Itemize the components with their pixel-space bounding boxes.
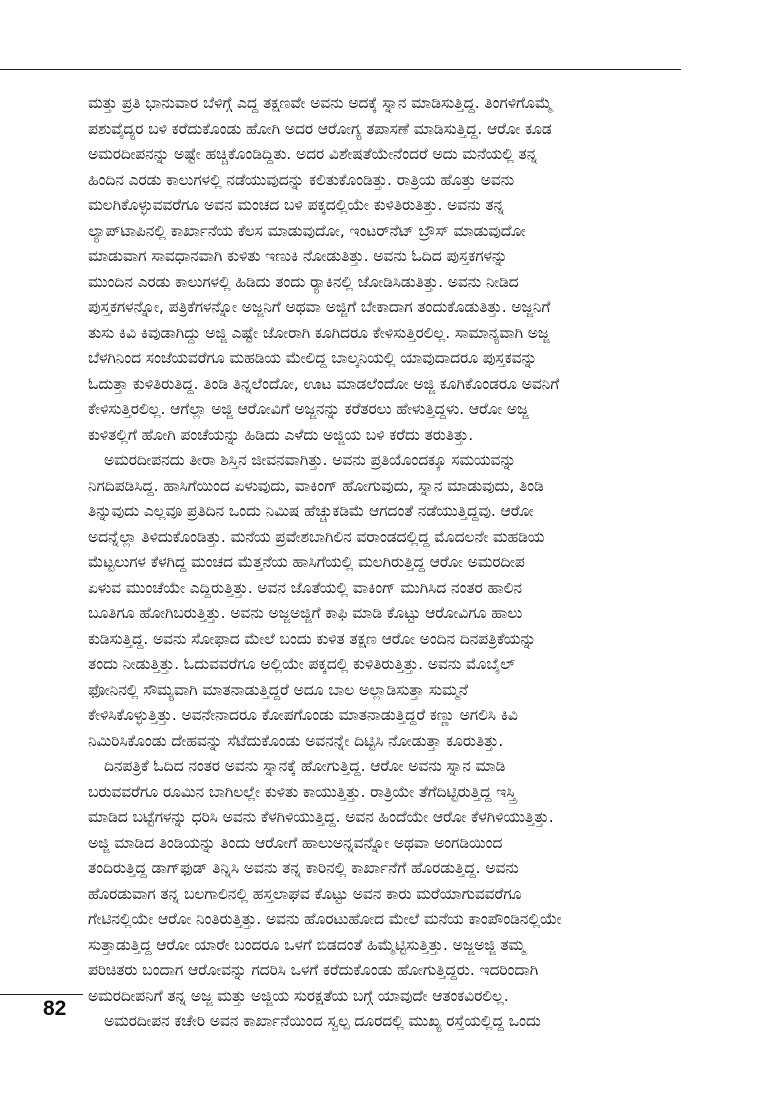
text-line: ಮತ್ತು ಪ್ರತಿ ಭಾನುವಾರ ಬೆಳಿಗ್ಗೆ ಎದ್ದ ತಕ್ಷಣವೇ ಅವನು ಅದಕ್ಕೆ ಸ್ನಾನ ಮಾಡಿಸುತ್ತಿದ್ದ. ತಿಂಗಳಿಗೊಮ್ಮೆ [88, 94, 553, 112]
text-line: ತಿನ್ನುವುದು ಎಲ್ಲವೂ ಪ್ರತಿದಿನ ಒಂದು ನಿಮಿಷ ಹೆಚ್ಚುಕಡಿಮೆ ಆಗದಂತೆ ನಡೆಯುತ್ತಿದ್ದವು. ಆರೋ [88, 502, 534, 520]
text-line: ಬೂತಿಗೂ ಹೋಗಿಬರುತ್ತಿತ್ತು. ಅವನು ಅಜ್ಜಅಜ್ಜಿಗೆ ಕಾಫಿ ಮಾಡಿ ಕೊಟ್ಟು ಆರೋವಿಗೂ ಹಾಲು [88, 604, 523, 622]
paragraph-start-line: ಅಮರದೀಪನದು ತೀರಾ ಶಿಸ್ತಿನ ಜೀವನವಾಗಿತ್ತು. ಅವನು ಪ್ರತಿಯೊಂದಕ್ಕೂ ಸಮಯವನ್ನು [104, 451, 516, 469]
text-line: ತಂದು ನೀಡುತ್ತಿತ್ತು. ಓದುವವರೆಗೂ ಅಲ್ಲಿಯೇ ಪಕ್ಕದಲ್ಲಿ ಕುಳಿತಿರುತ್ತಿತ್ತು. ಅವನು ಮೊಬೈಲ್ [88, 655, 516, 673]
text-line: ಬೆಳಗಿನಿಂದ ಸಂಜೆಯವರೆಗೂ ಮಹಡಿಯ ಮೇಲಿದ್ದ ಬಾಲ್ಕನಿಯಲ್ಲಿ ಯಾವುದಾದರೂ ಪುಸ್ತಕವನ್ನು [88, 349, 538, 367]
paragraph-start-line: ಅಮರದೀಪನ ಕಚೇರಿ ಅವನ ಕಾರ್ಖಾನೆಯಿಂದ ಸ್ವಲ್ಪ ದೂರದಲ್ಲಿ ಮುಖ್ಯ ರಸ್ತೆಯಲ್ಲಿದ್ದ ಒಂದು [104, 1012, 541, 1030]
text-line: ಗೇಟಿನಲ್ಲಿಯೇ ಆರೋ ನಿಂತಿರುತ್ತಿತ್ತು. ಅವನು ಹೊರಟುಹೋದ ಮೇಲೆ ಮನೆಯ ಕಾಂಪೌಂಡಿನಲ್ಲಿಯೇ [88, 910, 562, 928]
top-divider [0, 69, 681, 70]
text-line: ಪರಿಚಿತರು ಬಂದಾಗ ಆರೋವನ್ನು ಗದರಿಸಿ ಒಳಗೆ ಕರೆದುಕೊಂಡು ಹೋಗುತ್ತಿದ್ದರು. ಇದರಿಂದಾಗಿ [88, 961, 539, 979]
text-line: ಕುಡಿಸುತ್ತಿದ್ದ. ಅವನು ಸೋಫಾದ ಮೇಲೆ ಬಂದು ಕುಳಿತ ತಕ್ಷಣ ಆರೋ ಅಂದಿನ ದಿನಪತ್ರಿಕೆಯನ್ನು [88, 629, 536, 648]
text-line: ಕುಳಿತಲ್ಲಿಗೆ ಹೋಗಿ ಪಂಚೆಯನ್ನು ಹಿಡಿದು ಎಳೆದು ಅಜ್ಜಿಯ ಬಳಿ ಕರೆದು ತರುತಿತ್ತು. [88, 425, 474, 444]
text-line: ಮಲಗಿಕೊಳ್ಳುವವರೆಗೂ ಅವನ ಮಂಚದ ಬಳಿ ಪಕ್ಕದಲ್ಲಿಯೇ ಕುಳಿತಿರುತಿತ್ತು. ಅವನು ತನ್ನ [88, 196, 505, 214]
text-line: ಮುಂದಿನ ಎರಡು ಕಾಲುಗಳಲ್ಲಿ ಹಿಡಿದು ತಂದು ರ್‍ಯಾಕಿನಲ್ಲಿ ಜೋಡಿಸಿಡುತಿತ್ತು. ಅವನು ನೀಡಿದ [88, 272, 519, 291]
text-line: ಹೊರಡುವಾಗ ತನ್ನ ಬಲಗಾಲಿನಲ್ಲಿ ಹಸ್ತಲಾಘವ ಕೊಟ್ಟು ಅವನ ಕಾರು ಮರೆಯಾಗುವವರೆಗೂ [88, 884, 522, 903]
text-line: ಅದನ್ನೆಲ್ಲಾ ತಿಳಿದುಕೊಂಡಿತ್ತು. ಮನೆಯ ಪ್ರವೇಶಬಾಗಿಲಿನ ವರಾಂಡದಲ್ಲಿದ್ದ ಮೊದಲನೇ ಮಹಡಿಯ [88, 527, 545, 546]
page-number: 82 [43, 997, 67, 1020]
text-line: ಪಶುವೈದ್ಯರ ಬಳಿ ಕರೆದುಕೊಂಡು ಹೋಗಿ ಅದರ ಆರೋಗ್ಯ ತಪಾಸಣೆ ಮಾಡಿಸುತ್ತಿದ್ದ. ಆರೋ ಕೂಡ [88, 119, 552, 138]
text-line: ನಿಗದಿಪಡಿಸಿದ್ದ. ಹಾಸಿಗೆಯಿಂದ ಏಳುವುದು, ವಾಕಿಂಗ್ ಹೋಗುವುದು, ಸ್ನಾನ ಮಾಡುವುದು, ತಿಂಡಿ [88, 476, 544, 495]
text-line: ಕೇಳಿಸಿಕೊಳ್ಳುತ್ತಿತ್ತು. ಅವನೇನಾದರೂ ಕೋಪಗೊಂಡು ಮಾತನಾಡುತ್ತಿದ್ದರೆ ಕಣ್ಣು ಅಗಲಿಸಿ ಕಿವಿ [88, 706, 518, 724]
page-body [88, 91, 670, 1035]
footer-divider [0, 994, 83, 995]
text-line: ಮಾಡುವಾಗ ಸಾವಧಾನವಾಗಿ ಕುಳಿತು ಇಣುಕಿ ನೋಡುತಿತ್ತು. ಅವನು ಓದಿದ ಪುಸ್ತಕಗಳನ್ನು [88, 247, 508, 265]
text-line: ಹಿಂದಿನ ಎರಡು ಕಾಲುಗಳಲ್ಲಿ ನಡೆಯುವುದನ್ನು ಕಲಿತುಕೊಂಡಿತ್ತು. ರಾತ್ರಿಯ ಹೊತ್ತು ಅವನು [88, 170, 515, 189]
text-line: ಏಳುವ ಮುಂಚೆಯೇ ಎದ್ದಿರುತ್ತಿತ್ತು. ಅವನ ಜೊತೆಯಲ್ಲಿ ವಾಕಿಂಗ್ ಮುಗಿಸಿದ ನಂತರ ಹಾಲಿನ [88, 578, 522, 597]
text-line: ತಂದಿರುತ್ತಿದ್ದ ಡಾಗ್‌ಫುಡ್ ತಿನ್ನಿಸಿ ಅವನು ತನ್ನ ಕಾರಿನಲ್ಲಿ ಕಾರ್ಖಾನೆಗೆ ಹೊರಡುತ್ತಿದ್ದ. ಅವನು [88, 859, 519, 877]
text-line: ನಿಮಿರಿಸಿಕೊಂಡು ದೇಹವನ್ನು ಸೆಟೆದುಕೊಂಡು ಅವನನ್ನೇ ದಿಟ್ಟಿಸಿ ನೋಡುತ್ತಾ ಕೂರುತಿತ್ತು. [88, 731, 504, 750]
text-line: ಓದುತ್ತಾ ಕುಳಿತಿರುತಿದ್ದ. ತಿಂಡಿ ತಿನ್ನಲೆಂದೋ, ಊಟ ಮಾಡಲೆಂದೋ ಅಜ್ಜಿ ಕೂಗಿಕೊಂಡರೂ ಅವನಿಗೆ [88, 374, 560, 393]
text-line: ಕೇಳಿಸುತ್ತಿರಲಿಲ್ಲ. ಆಗೆಲ್ಲಾ ಅಜ್ಜಿ ಆರೋವಿಗೆ ಅಜ್ಜನನ್ನು ಕರೆತರಲು ಹೇಳುತ್ತಿದ್ದಳು. ಆರೋ ಅಜ್ಜ [88, 400, 529, 418]
paragraph-start-line: ದಿನಪತ್ರಿಕೆ ಓದಿದ ನಂತರ ಅವನು ಸ್ನಾನಕ್ಕೆ ಹೋಗುತ್ತಿದ್ದ. ಆರೋ ಅವನು ಸ್ನಾನ ಮಾಡಿ [104, 757, 506, 775]
text-line: ಅಮರದೀಪನಿಗೆ ತನ್ನ ಅಜ್ಜ ಮತ್ತು ಅಜ್ಜಿಯ ಸುರಕ್ಷತೆಯ ಬಗ್ಗೆ ಯಾವುದೇ ಆತಂಕವಿರಲಿಲ್ಲ. [88, 986, 509, 1005]
text-line: ಅಮರದೀಪನನ್ನು ಅಷ್ಟೇ ಹಚ್ಚಿಕೊಂಡಿದ್ದಿತು. ಅದರ ವಿಶೇಷತೆಯೇನೆಂದರೆ ಅದು ಮನೆಯಲ್ಲಿ ತನ್ನ [88, 145, 538, 163]
text-line: ಮೆಟ್ಟಲುಗಳ ಕೆಳಗಿದ್ದ ಮಂಚದ ಮೆತ್ತನೆಯ ಹಾಸಿಗೆಯಲ್ಲಿ ಮಲಗಿರುತ್ತಿದ್ದ ಆರೋ ಅಮರದೀಪ [88, 553, 525, 571]
text-line: ತುಸು ಕಿವಿ ಕಿವುಡಾಗಿದ್ದು ಅಜ್ಜಿ ಎಷ್ಟೇ ಜೋರಾಗಿ ಕೂಗಿದರೂ ಕೇಳಿಸುತ್ತಿರಲಿಲ್ಲ. ಸಾಮಾನ್ಯವಾಗಿ ಅಜ್ಜ [88, 323, 550, 342]
text-line: ಸುತ್ತಾಡುತ್ತಿದ್ದ ಆರೋ ಯಾರೇ ಬಂದರೂ ಒಳಗೆ ಬಿಡದಂತೆ ಹಿಮ್ಮೆಟ್ಟಿಸುತ್ತಿತ್ತು. ಅಜ್ಜಅಜ್ಜಿ ತಮ್ಮ [88, 935, 526, 954]
text-line: ಅಜ್ಜಿ ಮಾಡಿದ ತಿಂಡಿಯನ್ನು ತಿಂದು ಆರೋಗೆ ಹಾಲುಅನ್ನವನ್ನೋ ಅಥವಾ ಅಂಗಡಿಯಿಂದ [88, 833, 503, 852]
text-line: ಮಾಡಿದ ಬಟ್ಟೆಗಳನ್ನು ಧರಿಸಿ ಅವನು ಕೆಳಗಿಳಿಯುತ್ತಿದ್ದ. ಅವನ ಹಿಂದೆಯೇ ಆರೋ ಕೆಳಗಿಳಿಯುತ್ತಿತ್ತು. [88, 808, 554, 826]
text-line: ಲ್ಯಾಪ್‌ಟಾಪಿನಲ್ಲಿ ಕಾರ್ಖಾನೆಯ ಕೆಲಸ ಮಾಡುವುದೋ, ಇಂಟರ್‌ನೆಟ್ ಬ್ರೌಸ್ ಮಾಡುವುದೋ [88, 221, 526, 240]
text-line: ಪುಸ್ತಕಗಳನ್ನೋ, ಪತ್ರಿಕೆಗಳನ್ನೋ ಅಜ್ಜನಿಗೆ ಅಥವಾ ಅಜ್ಜಿಗೆ ಬೇಕಾದಾಗ ತಂದುಕೊಡುತಿತ್ತು. ಅಜ್ಜನಿಗೆ [88, 298, 551, 316]
text-line: ಫೋನಿನಲ್ಲಿ ಸೌಮ್ಯವಾಗಿ ಮಾತನಾಡುತ್ತಿದ್ದರೆ ಅದೂ ಬಾಲ ಅಲ್ಲಾಡಿಸುತ್ತಾ ಸುಮ್ಮನೆ [88, 680, 468, 699]
text-line: ಬರುವವರೆಗೂ ರೂಮಿನ ಬಾಗಿಲಲ್ಲೇ ಕುಳಿತು ಕಾಯುತ್ತಿತ್ತು. ರಾತ್ರಿಯೇ ತೆಗೆದಿಟ್ಟಿರುತ್ತಿದ್ದ ಇಸ್ತ್ರಿ [88, 782, 517, 801]
